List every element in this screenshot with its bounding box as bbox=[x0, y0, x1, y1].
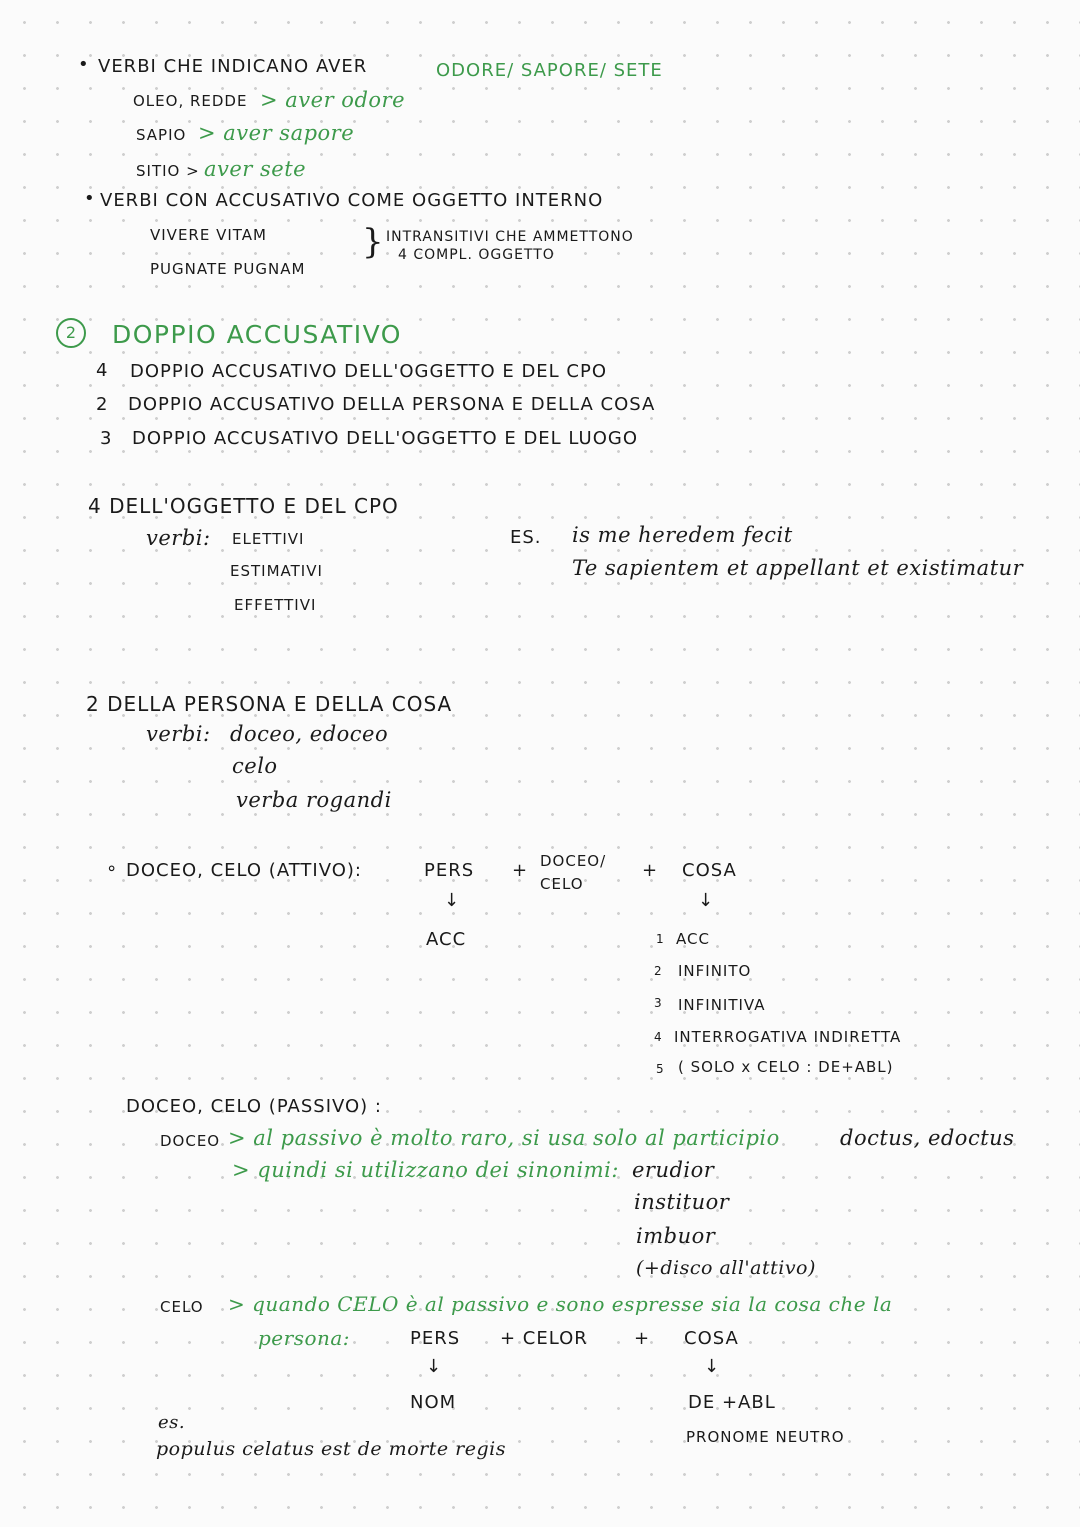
brace-note-compl: 4 COMPL. OGGETTO bbox=[398, 247, 555, 263]
term-sitio: SITIO > bbox=[136, 162, 200, 180]
cosa-list-item: ( SOLO x CELO : DE+ABL) bbox=[678, 1058, 894, 1076]
bullet-dot: • bbox=[78, 54, 90, 75]
section-number: 2 bbox=[56, 318, 86, 348]
list-num: 3 bbox=[100, 428, 113, 449]
pronome-neutro: PRONOME NEUTRO bbox=[686, 1428, 845, 1446]
cosa-list-num: 2 bbox=[654, 964, 663, 978]
bullet-dot: • bbox=[84, 188, 96, 209]
brace-icon: } bbox=[362, 222, 384, 262]
es-label: ES. bbox=[510, 527, 542, 548]
cosa-list-item: INFINITO bbox=[678, 962, 752, 980]
cosa-list-item: ACC bbox=[676, 930, 710, 948]
pers-label: PERS bbox=[424, 860, 475, 881]
plus-sign: + bbox=[634, 1328, 651, 1349]
quindi-sinonimi: > quindi si utilizzano dei sinonimi: bbox=[232, 1158, 619, 1182]
arrow-down-icon: ↓ bbox=[426, 1356, 443, 1377]
arrow-down-icon: ↓ bbox=[704, 1356, 721, 1377]
active-label: DOCEO, CELO (ATTIVO): bbox=[126, 860, 362, 881]
doceo-label: DOCEO bbox=[160, 1132, 221, 1150]
brace-note-intransitivi: INTRANSITIVI CHE AMMETTONO bbox=[386, 229, 634, 245]
persona-label: persona: bbox=[258, 1326, 351, 1350]
cosa-list-num: 3 bbox=[654, 996, 663, 1010]
verb-item: EFFETTIVI bbox=[234, 596, 317, 614]
section-title: DOPPIO ACCUSATIVO bbox=[112, 320, 402, 349]
celo-label: CELO bbox=[160, 1298, 204, 1316]
passive-heading: DOCEO, CELO (PASSIVO) : bbox=[126, 1096, 382, 1117]
de-abl-label: DE +ABL bbox=[688, 1392, 776, 1413]
term-sapio: SAPIO bbox=[136, 126, 187, 144]
sub-heading-persona-cosa: 2 DELLA PERSONA E DELLA COSA bbox=[86, 692, 453, 716]
synonym: instituor bbox=[634, 1190, 730, 1214]
acc-label: ACC bbox=[426, 929, 467, 950]
synonym-disco: (+disco all'attivo) bbox=[636, 1257, 816, 1279]
example-pugnate-pugnam: PUGNATE PUGNAM bbox=[150, 260, 306, 278]
arrow-down-icon: ↓ bbox=[698, 890, 715, 911]
celo-passive-note: > quando CELO è al passivo e sono espresse sia la cosa che la bbox=[228, 1292, 893, 1316]
nom-label: NOM bbox=[410, 1392, 457, 1413]
list-item: DOPPIO ACCUSATIVO DELLA PERSONA E DELLA COSA bbox=[128, 394, 656, 415]
cosa-list-num: 4 bbox=[654, 1030, 663, 1044]
doceo-passive-note: > al passivo è molto raro, si usa solo al participio bbox=[228, 1126, 780, 1150]
example-is-me: is me heredem fecit bbox=[572, 523, 793, 547]
es-label: es. bbox=[158, 1412, 186, 1433]
verb-item: verba rogandi bbox=[236, 788, 392, 812]
list-num: 4 bbox=[96, 360, 109, 381]
synonym: imbuor bbox=[636, 1224, 716, 1248]
verb-item: ESTIMATIVI bbox=[230, 562, 323, 580]
example-populus: populus celatus est de morte regis bbox=[156, 1438, 506, 1460]
synonym: erudior bbox=[632, 1158, 715, 1182]
verbs-label: verbi: bbox=[146, 722, 211, 746]
list-item: DOPPIO ACCUSATIVO DELL'OGGETTO E DEL LUOGO bbox=[132, 428, 639, 449]
doceo-celo-label: DOCEO/ bbox=[540, 852, 607, 870]
verbs-label: verbi: bbox=[146, 526, 211, 550]
doceo-celo-label: CELO bbox=[540, 875, 584, 893]
list-item: DOPPIO ACCUSATIVO DELL'OGGETTO E DEL CPO bbox=[130, 361, 608, 382]
meaning-sitio: aver sete bbox=[204, 157, 307, 181]
plus-sign: + bbox=[642, 860, 659, 881]
pers-label: PERS bbox=[410, 1328, 461, 1349]
sub-heading-oggetto-cpo: 4 DELL'OGGETTO E DEL CPO bbox=[88, 494, 399, 518]
meaning-oleo: > aver odore bbox=[260, 88, 405, 112]
verb-item: celo bbox=[232, 754, 278, 778]
doctus-edoctus: doctus, edoctus bbox=[840, 1126, 1015, 1150]
bullet-oggetto-interno: VERBI CON ACCUSATIVO COME OGGETTO INTERNO bbox=[100, 190, 604, 211]
term-oleo: OLEO, REDDE bbox=[133, 92, 248, 110]
bullet-odore-sapore-sete: ODORE/ SAPORE/ SETE bbox=[436, 60, 663, 81]
celor-label: + CELOR bbox=[500, 1328, 588, 1349]
arrow-down-icon: ↓ bbox=[444, 890, 461, 911]
example-te-sapientem: Te sapientem et appellant et existimatur bbox=[572, 556, 1024, 580]
cosa-list-num: 5 bbox=[656, 1062, 665, 1076]
cosa-label: COSA bbox=[684, 1328, 739, 1349]
example-vivere-vitam: VIVERE VITAM bbox=[150, 226, 267, 244]
verb-item: ELETTIVI bbox=[232, 530, 305, 548]
verb-item: doceo, edoceo bbox=[230, 722, 389, 746]
cosa-list-item: INTERROGATIVA INDIRETTA bbox=[674, 1028, 902, 1046]
plus-sign: + bbox=[512, 860, 529, 881]
cosa-list-num: 1 bbox=[656, 932, 665, 946]
cosa-list-item: INFINITIVA bbox=[678, 996, 766, 1014]
meaning-sapio: > aver sapore bbox=[198, 121, 355, 145]
bullet-verbi-odore: VERBI CHE INDICANO AVER bbox=[98, 56, 368, 77]
bullet-circle: ∘ bbox=[106, 858, 119, 879]
list-num: 2 bbox=[96, 394, 109, 415]
cosa-label: COSA bbox=[682, 860, 737, 881]
